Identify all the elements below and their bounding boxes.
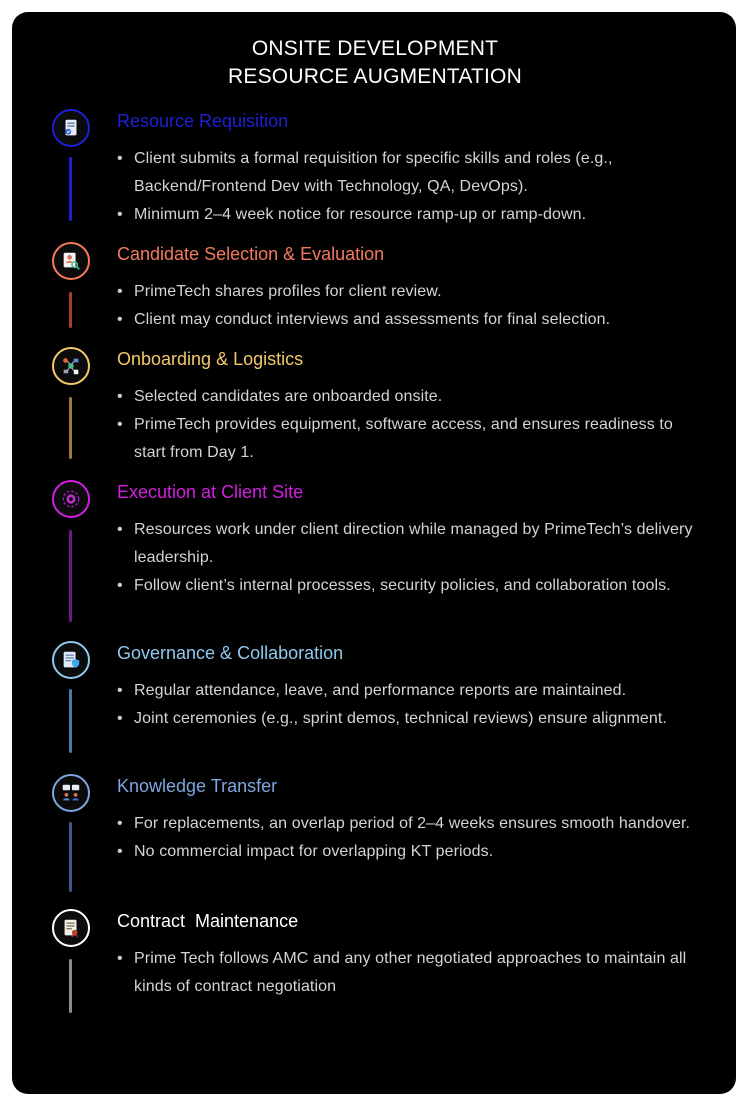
timeline-connector [69, 689, 72, 753]
step-bullets [117, 945, 707, 1001]
knowledge-transfer-icon [52, 774, 90, 812]
timeline-connector [69, 397, 72, 459]
page-title-line-2: RESOURCE AUGMENTATION [228, 65, 522, 88]
bullet-item: • Selected candidates are onboarded onsite. [117, 383, 707, 411]
step-title: Knowledge Transfer [117, 776, 278, 796]
bullet-item: • For replacements, an overlap period of 2–4 weeks ensures smooth handover. [117, 810, 707, 838]
step-title: Contract Maintenance [117, 911, 299, 931]
step-bullets [117, 516, 707, 600]
step-title: Candidate Selection & Evaluation [117, 244, 385, 264]
step-bullets [117, 278, 707, 334]
timeline-connector [69, 292, 72, 328]
step-title: Governance & Collaboration [117, 643, 344, 663]
bullet-item: • Minimum 2–4 week notice for resource ramp-up or ramp-down. [117, 201, 707, 229]
bullet-item: • Prime Tech follows AMC and any other negotiated approaches to maintain all kinds of contract negotiation [117, 945, 707, 1001]
execution-gear-icon [52, 480, 90, 518]
timeline-connector [69, 959, 72, 1013]
page-title [0, 35, 750, 91]
bullet-item: • Client submits a formal requisition for specific skills and roles (e.g., Backend/Frontend Dev with Technology, QA, DevOps). [117, 145, 707, 201]
step-bullets [117, 810, 707, 866]
governance-shield-icon [52, 641, 90, 679]
timeline-connector [69, 157, 72, 221]
bullet-item: • PrimeTech shares profiles for client review. [117, 278, 707, 306]
bullet-item: • No commercial impact for overlapping KT periods. [117, 838, 707, 866]
step-bullets [117, 677, 707, 733]
page-title-line-1: ONSITE DEVELOPMENT [251, 37, 499, 60]
bullet-item: • PrimeTech provides equipment, software access, and ensures readiness to start from Day 1. [117, 411, 707, 467]
contract-document-icon [52, 909, 90, 947]
bullet-item: • Follow client’s internal processes, security policies, and collaboration tools. [117, 572, 707, 600]
requisition-document-icon [52, 109, 90, 147]
bullet-item: • Regular attendance, leave, and performance reports are maintained. [117, 677, 707, 705]
timeline-connector [69, 822, 72, 892]
step-title: Resource Requisition [117, 111, 289, 131]
timeline-connector [69, 530, 72, 622]
onboarding-network-icon [52, 347, 90, 385]
step-title: Onboarding & Logistics [117, 349, 304, 369]
step-bullets [117, 145, 707, 229]
step-title: Execution at Client Site [117, 482, 304, 502]
bullet-item: • Client may conduct interviews and assessments for final selection. [117, 306, 707, 334]
step-bullets [117, 383, 707, 467]
bullet-item: • Joint ceremonies (e.g., sprint demos, technical reviews) ensure alignment. [117, 705, 707, 733]
bullet-item: • Resources work under client direction while managed by PrimeTech’s delivery leadership. [117, 516, 707, 572]
candidate-search-icon [52, 242, 90, 280]
